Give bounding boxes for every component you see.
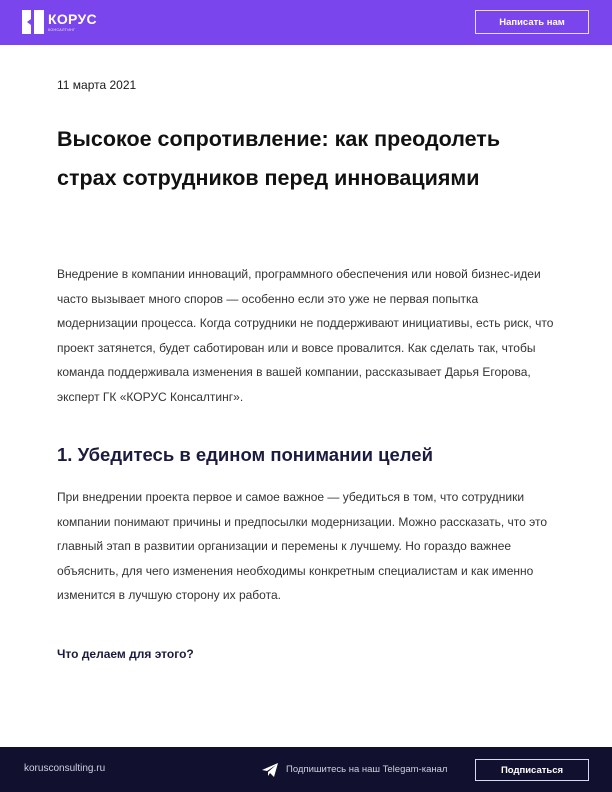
article-title: Высокое сопротивление: как преодолеть страх сотрудников перед инновациями xyxy=(57,127,501,190)
subscribe-button[interactable]: Подписаться xyxy=(475,759,589,781)
contact-us-button[interactable]: Написать нам xyxy=(475,10,589,34)
article-intro: Внедрение в компании инноваций, программного обеспечения или новой бизнес-идеи часто вызывает много споров — особенно если это уже не первая попытка модернизации процесса. Когда сотрудники не поддерживают инициативы, есть риск, что проект затянется, будет саботирован или и вовсе провалится. Как сделать так, чтобы команда поддерживала изменения в вашей компании, рассказывает Дарья Егорова, эксперт ГК «КОРУС Консалтинг». xyxy=(57,267,554,404)
telegram-promo-text[interactable]: Подпишитесь на наш Telegam-канал xyxy=(286,764,448,775)
top-header xyxy=(0,0,612,45)
korus-logo[interactable] xyxy=(22,10,97,34)
site-link[interactable]: korusconsulting.ru xyxy=(24,763,106,774)
logo-wordmark: КОРУС xyxy=(48,11,97,27)
section-body: При внедрении проекта первое и самое важное — убедиться в том, что сотрудники компании понимают причины и предпосылки модернизации. Можно рассказать, что это главный этап в развитии организации и перемены к лучшему. Но гораздо важнее объяснить, для чего изменения необходимы конкретным специалистам и как именно изменится в лучшую сторону их работа. xyxy=(57,490,548,602)
telegram-paper-plane-icon xyxy=(262,763,278,777)
section-heading: 1. Убедитесь в едином понимании целей xyxy=(57,444,433,465)
section-subheading: Что делаем для этого? xyxy=(57,647,194,661)
korus-logo-mark-icon xyxy=(22,10,44,34)
article-date: 11 марта 2021 xyxy=(57,78,137,92)
logo-subtext: КОНСАЛТИНГ xyxy=(48,28,76,32)
bottom-footer xyxy=(0,747,612,792)
